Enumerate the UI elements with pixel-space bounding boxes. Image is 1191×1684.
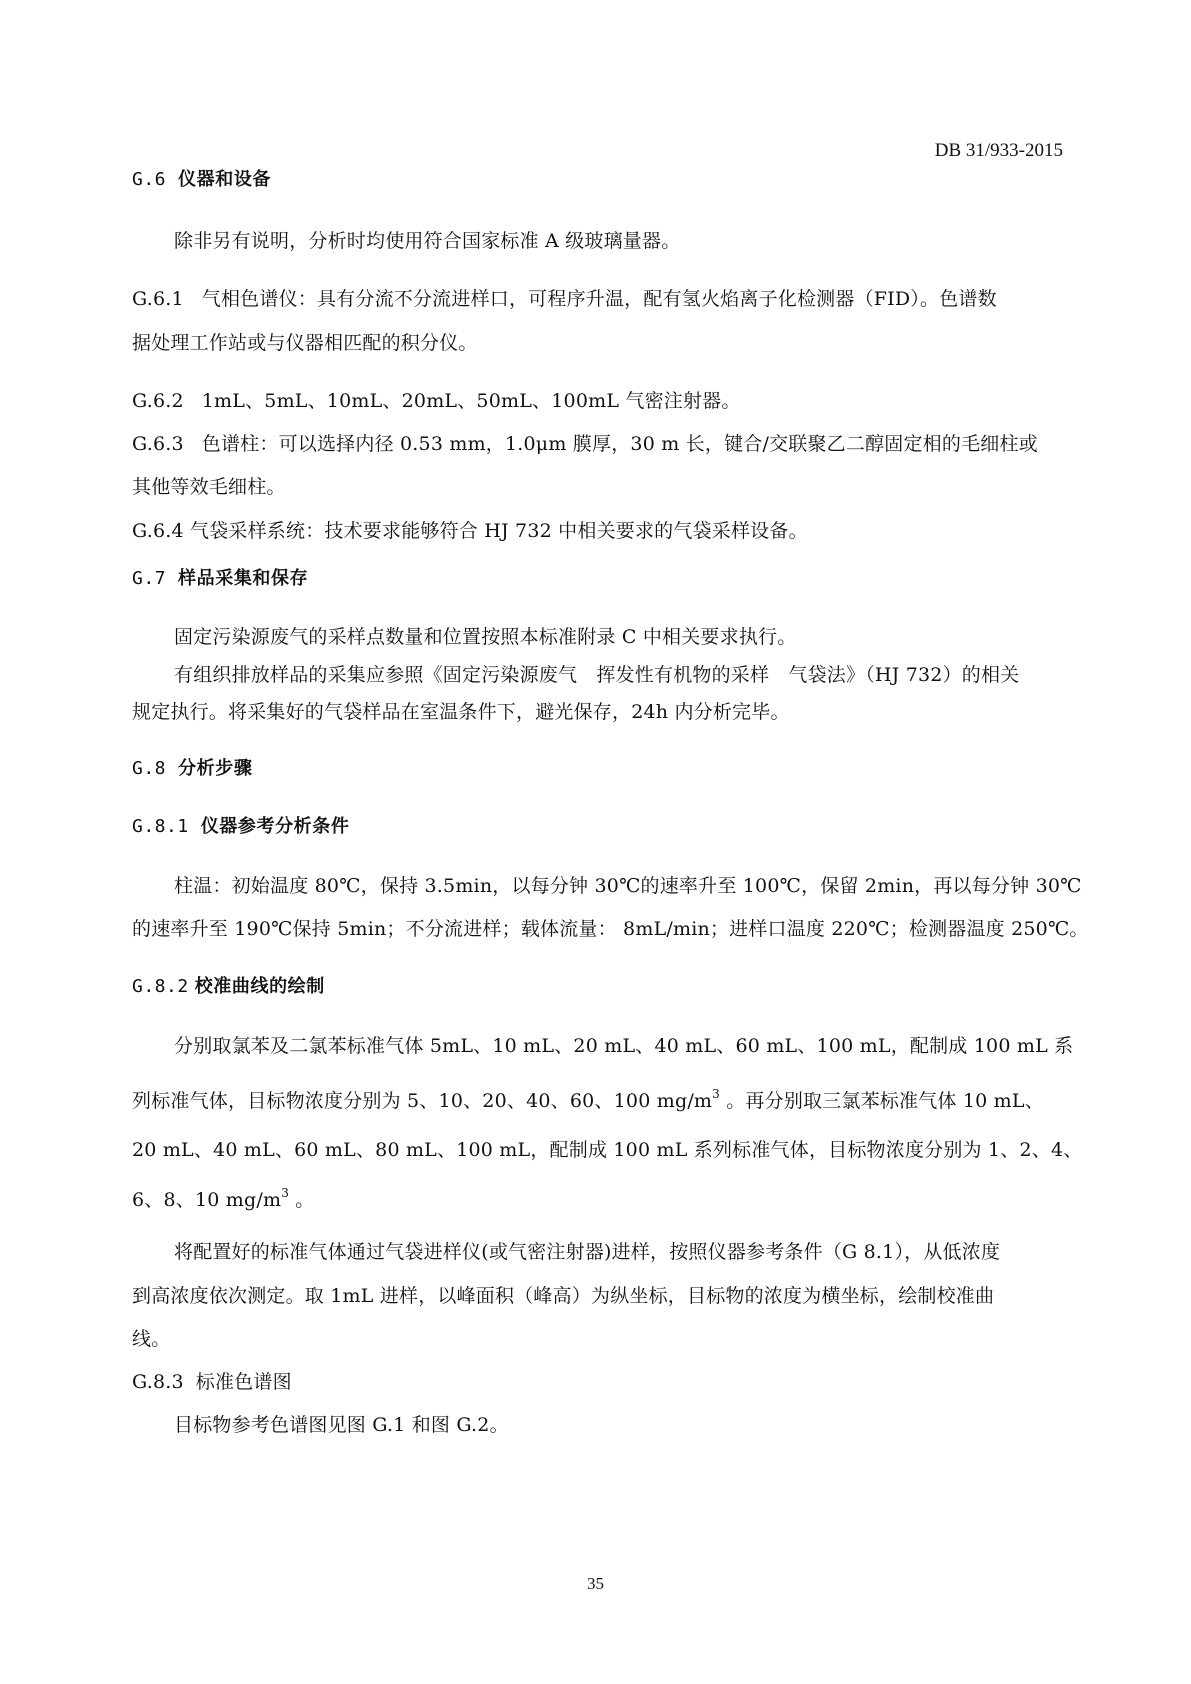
text-run: 。再分别取三氯苯标准气体 10 mL、 bbox=[719, 1090, 1044, 1112]
clause-text: 1mL、5mL、10mL、20mL、50mL、100mL 气密注射器。 bbox=[201, 390, 741, 412]
paragraph-line: 柱温：初始温度 80℃，保持 3.5min，以每分钟 30℃的速率升至 100℃，保留 2min，再以每分钟 30℃ bbox=[174, 875, 1082, 897]
paragraph-line: 20 mL、40 mL、60 mL、80 mL、100 mL，配制成 100 mL 系列标准气体，目标物浓度分别为 1、2、4、 bbox=[132, 1139, 1083, 1161]
section-heading-g8 bbox=[132, 757, 252, 781]
paragraph-line: 规定执行。将采集好的气袋样品在室温条件下，避光保存，24h 内分析完毕。 bbox=[132, 701, 790, 723]
paragraph-line bbox=[132, 1188, 315, 1212]
text-run: 列标准气体，目标物浓度分别为 5、10、20、40、60、100 mg/m bbox=[132, 1090, 713, 1112]
subsection-title: 校准曲线的绘制 bbox=[194, 976, 325, 997]
subsection-number: G.8.1 bbox=[132, 816, 189, 837]
paragraph-line: 线。 bbox=[132, 1328, 171, 1350]
paragraph-line: 分别取氯苯及二氯苯标准气体 5mL、10 mL、20 mL、40 mL、60 mL、100 mL，配制成 100 mL 系 bbox=[174, 1035, 1074, 1057]
paragraph-line: 有组织排放样品的采集应参照《固定污染源废气 挥发性有机物的采样 气袋法》（HJ 732）的相关 bbox=[174, 664, 1020, 686]
section-title: 样品采集和保存 bbox=[178, 568, 309, 589]
paragraph-line: 到高浓度依次测定。取 1mL 进样，以峰面积（峰高）为纵坐标，目标物的浓度为横坐标，绘制校准曲 bbox=[132, 1285, 995, 1307]
paragraph-line: 的速率升至 190℃保持 5min；不分流进样；载体流量： 8mL/min；进样口温度 220℃；检测器温度 250℃。 bbox=[132, 918, 1089, 940]
paragraph-line: 将配置好的标准气体通过气袋进样仪(或气密注射器)进样，按照仪器参考条件（G 8.1），从低浓度 bbox=[174, 1241, 1001, 1263]
section-number: G.8 bbox=[132, 758, 167, 779]
section-heading-g7 bbox=[132, 567, 308, 591]
clause-g8-3 bbox=[132, 1370, 292, 1394]
superscript: 3 bbox=[281, 1186, 290, 1200]
clause-number: G.6.1 bbox=[132, 288, 184, 310]
subsection-heading-g8-2 bbox=[132, 975, 325, 999]
section-title: 分析步骤 bbox=[178, 758, 253, 779]
clause-g6-4: G.6.4 气袋采样系统：技术要求能够符合 HJ 732 中相关要求的气袋采样设备。 bbox=[132, 520, 808, 542]
clause-number: G.6.3 bbox=[132, 433, 184, 455]
paragraph: 除非另有说明，分析时均使用符合国家标准 A 级玻璃量器。 bbox=[174, 230, 681, 252]
subsection-number: G.8.2 bbox=[132, 976, 189, 997]
subsection-title: 仪器参考分析条件 bbox=[200, 816, 350, 837]
superscript: 3 bbox=[712, 1087, 720, 1101]
paragraph: 固定污染源废气的采样点数量和位置按照本标准附录 C 中相关要求执行。 bbox=[174, 626, 797, 648]
clause-g6-3-line1 bbox=[132, 432, 1038, 456]
section-number: G.6 bbox=[132, 169, 167, 190]
subsection-heading-g8-1 bbox=[132, 815, 350, 839]
text-run: 6、8、10 mg/m bbox=[132, 1189, 282, 1211]
document-number: DB 31/933-2015 bbox=[934, 140, 1063, 161]
clause-number: G.8.3 bbox=[132, 1371, 184, 1393]
section-title: 仪器和设备 bbox=[178, 169, 272, 190]
clause-g6-1-line2: 据处理工作站或与仪器相匹配的积分仪。 bbox=[132, 332, 478, 354]
paragraph: 目标物参考色谱图见图 G.1 和图 G.2。 bbox=[174, 1414, 509, 1436]
clause-g6-3-line2: 其他等效毛细柱。 bbox=[132, 476, 286, 498]
section-number: G.7 bbox=[132, 568, 167, 589]
text-run: 。 bbox=[289, 1189, 315, 1211]
paragraph-line bbox=[132, 1089, 1044, 1113]
section-heading-g6 bbox=[132, 168, 271, 192]
clause-g6-1-line1 bbox=[132, 287, 997, 311]
clause-text: 气相色谱仪：具有分流不分流进样口，可程序升温，配有氢火焰离子化检测器（FID）。色谱数 bbox=[201, 288, 997, 310]
clause-g6-2 bbox=[132, 389, 741, 413]
clause-number: G.6.2 bbox=[132, 390, 184, 412]
page-number: 35 bbox=[587, 1574, 604, 1593]
clause-text: 色谱柱：可以选择内径 0.53 mm，1.0μm 膜厚，30 m 长，键合/交联聚乙二醇固定相的毛细柱或 bbox=[201, 433, 1038, 455]
clause-title: 标准色谱图 bbox=[195, 1371, 292, 1393]
